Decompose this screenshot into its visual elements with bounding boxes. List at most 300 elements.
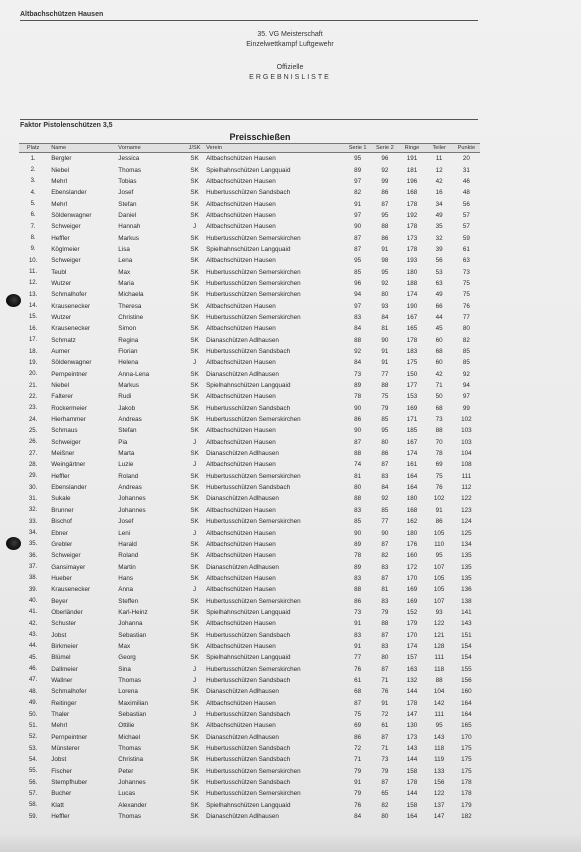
cell-ringe: 173 xyxy=(406,733,418,741)
cell-name: Schmalhofer xyxy=(51,291,87,299)
cell-name: Dallmeier xyxy=(51,665,78,673)
cell-platz: 22. xyxy=(28,393,38,400)
cell-jsk: SK xyxy=(190,313,199,321)
cell-punkte: 75 xyxy=(462,291,470,299)
cell-name: Heffler xyxy=(51,234,70,242)
cell-vorname: Michael xyxy=(118,733,140,741)
cell-teiler: 63 xyxy=(435,279,443,287)
table-row xyxy=(19,210,480,221)
cell-verein: Dianaschützen Adlhausen xyxy=(206,370,279,378)
cell-ringe: 130 xyxy=(406,722,418,730)
cell-platz: 29. xyxy=(28,473,38,480)
cell-name: Schweiger xyxy=(51,223,81,231)
cell-platz: 37. xyxy=(28,564,38,571)
cell-serie2: 96 xyxy=(381,155,389,163)
cell-jsk: SK xyxy=(190,427,199,435)
cell-jsk: J xyxy=(193,586,197,594)
col-header-ringe: Ringe xyxy=(398,144,425,153)
cell-verein: Hubertusschützen Semerskirchen xyxy=(206,268,301,276)
cell-serie2: 87 xyxy=(381,631,389,639)
cell-verein: Altbachschützen Hausen xyxy=(206,438,276,446)
cell-jsk: SK xyxy=(190,325,199,333)
cell-serie2: 92 xyxy=(381,166,389,174)
cell-punkte: 103 xyxy=(461,438,472,446)
table-row xyxy=(19,391,480,402)
cell-serie2: 86 xyxy=(381,189,389,197)
cell-verein: Hubertusschützen Sandsbach xyxy=(206,348,291,356)
cell-platz: 47. xyxy=(28,677,38,684)
cell-serie1: 78 xyxy=(354,552,362,560)
cell-jsk: SK xyxy=(190,257,199,265)
cell-jsk: J xyxy=(193,223,197,231)
cell-name: Hueber xyxy=(51,574,72,582)
cell-serie2: 73 xyxy=(381,756,389,764)
cell-vorname: Simon xyxy=(118,325,137,333)
cell-ringe: 188 xyxy=(406,279,418,287)
cell-verein: Hubertusschützen Sandsbach xyxy=(206,745,291,753)
cell-vorname: Josef xyxy=(118,518,134,526)
table-row xyxy=(19,198,480,209)
cell-punkte: 122 xyxy=(461,495,472,503)
cell-name: Köglmeier xyxy=(51,245,80,253)
cell-name: Pernpeintner xyxy=(51,370,88,378)
cell-punkte: 135 xyxy=(461,563,472,571)
cell-serie2: 85 xyxy=(381,506,389,514)
cell-jsk: SK xyxy=(190,450,199,458)
table-row xyxy=(19,788,480,799)
cell-verein: Spielhahnschützen Langquaid xyxy=(206,245,291,253)
cell-punkte: 112 xyxy=(461,484,472,492)
cell-name: Heffler xyxy=(51,813,70,821)
cell-serie2: 85 xyxy=(381,416,389,424)
cell-serie1: 80 xyxy=(354,484,362,492)
cell-teiler: 93 xyxy=(435,608,443,616)
cell-teiler: 118 xyxy=(434,745,445,753)
cell-punkte: 73 xyxy=(462,268,470,276)
cell-teiler: 39 xyxy=(435,245,443,253)
cell-serie2: 91 xyxy=(381,245,389,253)
cell-platz: 34. xyxy=(28,530,38,537)
cell-serie1: 79 xyxy=(354,767,362,775)
cell-teiler: 118 xyxy=(434,665,445,673)
cell-name: Schweiger xyxy=(51,438,81,446)
cell-jsk: SK xyxy=(190,484,199,492)
cell-ringe: 172 xyxy=(406,563,418,571)
cell-serie1: 76 xyxy=(354,801,362,809)
cell-serie2: 90 xyxy=(381,529,389,537)
cell-ringe: 144 xyxy=(406,688,418,696)
list-title: ERGEBNISLISTE xyxy=(249,74,331,81)
cell-serie1: 61 xyxy=(354,676,362,684)
cell-ringe: 167 xyxy=(406,438,418,446)
cell-punkte: 59 xyxy=(462,234,470,242)
cell-name: Mehrl xyxy=(51,200,67,208)
cell-name: Mehrl xyxy=(51,722,67,730)
cell-vorname: Michaela xyxy=(118,291,144,299)
cell-verein: Altbachschützen Hausen xyxy=(206,223,276,231)
cell-jsk: J xyxy=(193,529,197,537)
cell-punkte: 135 xyxy=(461,574,472,582)
cell-verein: Altbachschützen Hausen xyxy=(206,529,276,537)
cell-jsk: SK xyxy=(190,370,199,378)
cell-punkte: 80 xyxy=(462,325,470,333)
cell-punkte: 77 xyxy=(462,313,470,321)
table-row xyxy=(19,800,480,811)
cell-name: Meißner xyxy=(51,450,75,458)
cell-platz: 59. xyxy=(28,813,38,820)
cell-serie1: 97 xyxy=(354,211,362,219)
cell-serie1: 72 xyxy=(354,745,362,753)
cell-teiler: 11 xyxy=(435,155,443,163)
cell-teiler: 104 xyxy=(433,688,445,696)
col-header-name: Name xyxy=(47,144,118,153)
cell-serie1: 83 xyxy=(354,506,362,514)
cell-vorname: Maximilian xyxy=(118,699,149,707)
cell-name: Schweiger xyxy=(51,257,81,265)
cell-punkte: 165 xyxy=(461,722,472,730)
cell-serie2: 87 xyxy=(381,733,389,741)
cell-serie2: 83 xyxy=(381,563,389,571)
cell-teiler: 78 xyxy=(435,450,443,458)
cell-ringe: 193 xyxy=(406,257,418,265)
col-header-serie1: Serie 1 xyxy=(344,144,371,153)
cell-serie1: 85 xyxy=(354,518,362,526)
cell-jsk: SK xyxy=(190,563,199,571)
table-row xyxy=(19,187,480,198)
cell-platz: 41. xyxy=(28,609,38,616)
cell-teiler: 102 xyxy=(433,495,445,503)
cell-serie1: 88 xyxy=(354,450,362,458)
cell-verein: Hubertusschützen Sandsbach xyxy=(206,484,291,492)
cell-serie1: 69 xyxy=(354,722,362,730)
cell-ringe: 171 xyxy=(406,416,418,424)
cell-vorname: Thomas xyxy=(118,676,142,684)
cell-serie2: 84 xyxy=(381,484,389,492)
table-row xyxy=(19,595,480,606)
cell-verein: Altbachschützen Hausen xyxy=(206,211,276,219)
cell-jsk: SK xyxy=(190,393,199,401)
cell-vorname: Rudi xyxy=(118,393,132,401)
cell-verein: Hubertusschützen Semerskirchen xyxy=(206,291,301,299)
cell-serie2: 80 xyxy=(381,654,389,662)
cell-ringe: 176 xyxy=(406,540,418,548)
cell-teiler: 88 xyxy=(435,427,443,435)
cell-platz: 13. xyxy=(28,291,38,298)
cell-name: Oberländer xyxy=(51,608,83,616)
cell-vorname: Harald xyxy=(118,540,137,548)
cell-platz: 51. xyxy=(28,722,38,729)
cell-punkte: 123 xyxy=(461,506,472,514)
cell-verein: Altbachschützen Hausen xyxy=(206,722,276,730)
cell-vorname: Sebastian xyxy=(118,711,147,719)
cell-jsk: SK xyxy=(190,472,199,480)
cell-serie1: 97 xyxy=(354,177,362,185)
cell-platz: 18. xyxy=(28,348,38,355)
cell-serie2: 82 xyxy=(381,801,389,809)
cell-ringe: 191 xyxy=(406,155,418,163)
table-row xyxy=(19,732,480,743)
cell-verein: Dianaschützen Adlhausen xyxy=(206,688,279,696)
cell-teiler: 32 xyxy=(435,234,443,242)
cell-serie1: 78 xyxy=(354,393,362,401)
cell-jsk: SK xyxy=(190,177,199,185)
cell-serie1: 91 xyxy=(354,642,362,650)
cell-name: Aumer xyxy=(51,348,70,356)
cell-name: Falterer xyxy=(51,393,73,401)
section-rule xyxy=(20,119,478,120)
table-header-row xyxy=(19,144,480,153)
cell-teiler: 147 xyxy=(433,813,445,821)
cell-ringe: 177 xyxy=(406,382,418,390)
table-row xyxy=(19,380,480,391)
cell-verein: Dianaschützen Adlhausen xyxy=(206,450,279,458)
cell-punkte: 143 xyxy=(461,620,472,628)
table-row xyxy=(19,369,480,380)
cell-verein: Hubertusschützen Semerskirchen xyxy=(206,767,301,775)
cell-name: Schmalhofer xyxy=(51,688,87,696)
cell-jsk: SK xyxy=(190,291,199,299)
cell-platz: 58. xyxy=(28,802,38,809)
cell-serie2: 79 xyxy=(381,404,389,412)
cell-platz: 14. xyxy=(28,303,38,310)
cell-serie2: 87 xyxy=(381,540,389,548)
cell-punkte: 102 xyxy=(461,416,472,424)
cell-vorname: Anna-Lena xyxy=(118,370,150,378)
punch-hole xyxy=(6,294,21,307)
cell-punkte: 178 xyxy=(461,779,472,787)
cell-punkte: 138 xyxy=(461,597,472,605)
cell-name: Bucher xyxy=(51,790,72,798)
cell-serie2: 91 xyxy=(381,359,389,367)
results-table xyxy=(19,143,480,822)
cell-ringe: 163 xyxy=(406,665,418,673)
cell-platz: 17. xyxy=(28,337,38,344)
cell-serie1: 90 xyxy=(354,223,362,231)
cell-platz: 19. xyxy=(28,359,38,366)
cell-verein: Hubertusschützen Semerskirchen xyxy=(206,279,301,287)
cell-jsk: SK xyxy=(190,767,199,775)
cell-ringe: 178 xyxy=(406,223,418,231)
cell-serie2: 87 xyxy=(381,461,389,469)
cell-serie1: 68 xyxy=(354,688,362,696)
table-row xyxy=(19,482,480,493)
cell-serie2: 81 xyxy=(381,325,389,333)
cell-platz: 25. xyxy=(28,427,38,434)
table-row xyxy=(19,618,480,629)
cell-jsk: SK xyxy=(190,495,199,503)
cell-serie2: 77 xyxy=(381,518,389,526)
cell-name: Schweiger xyxy=(51,552,81,560)
cell-verein: Altbachschützen Hausen xyxy=(206,699,276,707)
cell-serie1: 71 xyxy=(354,756,362,764)
cell-ringe: 169 xyxy=(406,586,418,594)
cell-jsk: SK xyxy=(190,382,199,390)
cell-vorname: Sina xyxy=(118,665,131,673)
cell-verein: Altbachschützen Hausen xyxy=(206,393,276,401)
cell-ringe: 179 xyxy=(406,620,418,628)
cell-serie2: 87 xyxy=(381,200,389,208)
cell-serie1: 84 xyxy=(354,325,362,333)
cell-name: Grebler xyxy=(51,540,73,548)
cell-serie2: 87 xyxy=(381,779,389,787)
header-rule xyxy=(20,20,478,21)
table-row xyxy=(19,573,480,584)
cell-serie1: 91 xyxy=(354,620,362,628)
cell-vorname: Lorena xyxy=(118,688,138,696)
cell-verein: Altbachschützen Hausen xyxy=(206,506,276,514)
cell-serie1: 73 xyxy=(354,608,362,616)
cell-name: Pernpeintner xyxy=(51,733,88,741)
cell-platz: 53. xyxy=(28,745,38,752)
cell-name: Niebel xyxy=(51,382,70,390)
cell-teiler: 68 xyxy=(435,348,443,356)
cell-platz: 5. xyxy=(30,201,36,208)
cell-platz: 2. xyxy=(30,167,36,174)
cell-vorname: Jakob xyxy=(118,404,136,412)
cell-ringe: 178 xyxy=(406,699,418,707)
cell-verein: Altbachschützen Hausen xyxy=(206,177,276,185)
cell-teiler: 107 xyxy=(433,597,445,605)
cell-serie1: 91 xyxy=(354,779,362,787)
cell-teiler: 42 xyxy=(435,177,443,185)
cell-vorname: Karl-Heinz xyxy=(118,608,148,616)
cell-teiler: 122 xyxy=(433,790,445,798)
cell-platz: 26. xyxy=(28,439,38,446)
cell-punkte: 151 xyxy=(461,631,472,639)
cell-serie1: 87 xyxy=(354,699,362,707)
cell-name: Rockermeier xyxy=(51,404,87,412)
cell-name: Reitinger xyxy=(51,699,77,707)
cell-serie1: 89 xyxy=(354,563,362,571)
cell-serie1: 91 xyxy=(354,200,362,208)
cell-serie2: 92 xyxy=(381,495,389,503)
cell-teiler: 105 xyxy=(433,529,445,537)
cell-verein: Dianaschützen Adlhausen xyxy=(206,813,279,821)
cell-vorname: Stefan xyxy=(118,427,137,435)
cell-platz: 8. xyxy=(30,235,36,242)
cell-punkte: 56 xyxy=(462,200,470,208)
event-title: 35. VG Meisterschaft xyxy=(257,31,323,38)
cell-name: Ebenslander xyxy=(51,484,87,492)
cell-serie1: 87 xyxy=(354,234,362,242)
cell-teiler: 121 xyxy=(433,631,445,639)
cell-platz: 50. xyxy=(28,711,38,718)
cell-teiler: 88 xyxy=(435,676,443,684)
cell-ringe: 192 xyxy=(406,211,418,219)
cell-punkte: 57 xyxy=(462,211,470,219)
cell-ringe: 164 xyxy=(406,813,418,821)
cell-serie1: 84 xyxy=(354,359,362,367)
cell-ringe: 168 xyxy=(406,506,418,514)
cell-serie1: 95 xyxy=(354,257,362,265)
cell-serie1: 88 xyxy=(354,336,362,344)
table-row xyxy=(19,777,480,788)
cell-teiler: 66 xyxy=(435,302,443,310)
cell-vorname: Thomas xyxy=(118,813,142,821)
cell-vorname: Roland xyxy=(118,472,139,480)
cell-jsk: J xyxy=(193,461,197,469)
table-row xyxy=(19,539,480,550)
table-row xyxy=(19,675,480,686)
cell-jsk: SK xyxy=(190,756,199,764)
cell-name: Brunner xyxy=(51,506,74,514)
cell-punkte: 155 xyxy=(461,665,472,673)
cell-punkte: 175 xyxy=(461,756,472,764)
cell-jsk: SK xyxy=(190,348,199,356)
cell-platz: 40. xyxy=(28,598,38,605)
cell-punkte: 156 xyxy=(461,676,472,684)
cell-ringe: 169 xyxy=(406,404,418,412)
cell-jsk: SK xyxy=(190,608,199,616)
cell-punkte: 92 xyxy=(462,370,470,378)
table-row xyxy=(19,232,480,243)
cell-ringe: 158 xyxy=(406,767,418,775)
cell-ringe: 160 xyxy=(406,552,418,560)
cell-verein: Spielhahnschützen Langquaid xyxy=(206,608,291,616)
cell-punkte: 175 xyxy=(461,767,472,775)
cell-ringe: 161 xyxy=(406,461,418,469)
cell-vorname: Alexander xyxy=(118,801,147,809)
cell-platz: 1. xyxy=(30,155,36,162)
cell-punkte: 182 xyxy=(461,813,472,821)
cell-platz: 52. xyxy=(28,734,38,741)
cell-vorname: Marta xyxy=(118,450,135,458)
cell-serie2: 88 xyxy=(381,620,389,628)
cell-teiler: 156 xyxy=(433,779,445,787)
cell-punkte: 20 xyxy=(462,155,470,163)
cell-vorname: Martin xyxy=(118,563,136,571)
table-row xyxy=(19,709,480,720)
cell-punkte: 85 xyxy=(462,359,470,367)
cell-serie1: 92 xyxy=(354,348,362,356)
cell-vorname: Andreas xyxy=(118,484,142,492)
cell-serie2: 71 xyxy=(381,676,389,684)
cell-serie2: 90 xyxy=(381,336,389,344)
cell-platz: 46. xyxy=(28,666,38,673)
cell-jsk: SK xyxy=(190,631,199,639)
cell-platz: 49. xyxy=(28,700,38,707)
cell-serie2: 95 xyxy=(381,268,389,276)
cell-vorname: Max xyxy=(118,642,131,650)
cell-jsk: SK xyxy=(190,268,199,276)
cell-name: Thaler xyxy=(51,711,70,719)
cell-platz: 23. xyxy=(28,405,38,412)
cell-jsk: SK xyxy=(190,336,199,344)
cell-vorname: Jessica xyxy=(118,155,140,163)
cell-vorname: Leni xyxy=(118,529,131,537)
cell-jsk: SK xyxy=(190,518,199,526)
cell-vorname: Georg xyxy=(118,654,136,662)
col-header-vorname: Vorname xyxy=(118,144,183,153)
cell-punkte: 103 xyxy=(461,427,472,435)
cell-ringe: 170 xyxy=(406,574,418,582)
cell-serie1: 90 xyxy=(354,529,362,537)
cell-platz: 24. xyxy=(28,416,38,423)
cell-teiler: 44 xyxy=(435,313,443,321)
cell-verein: Altbachschützen Hausen xyxy=(206,200,276,208)
cell-punkte: 125 xyxy=(461,529,472,537)
col-header-serie2: Serie 2 xyxy=(371,144,398,153)
cell-jsk: SK xyxy=(190,155,199,163)
cell-verein: Altbachschützen Hausen xyxy=(206,325,276,333)
cell-vorname: Roland xyxy=(118,552,139,560)
table-row xyxy=(19,153,480,165)
cell-punkte: 164 xyxy=(461,711,472,719)
table-row xyxy=(19,448,480,459)
cell-teiler: 60 xyxy=(435,359,443,367)
cell-vorname: Ottilie xyxy=(118,722,135,730)
cell-verein: Altbachschützen Hausen xyxy=(206,642,276,650)
